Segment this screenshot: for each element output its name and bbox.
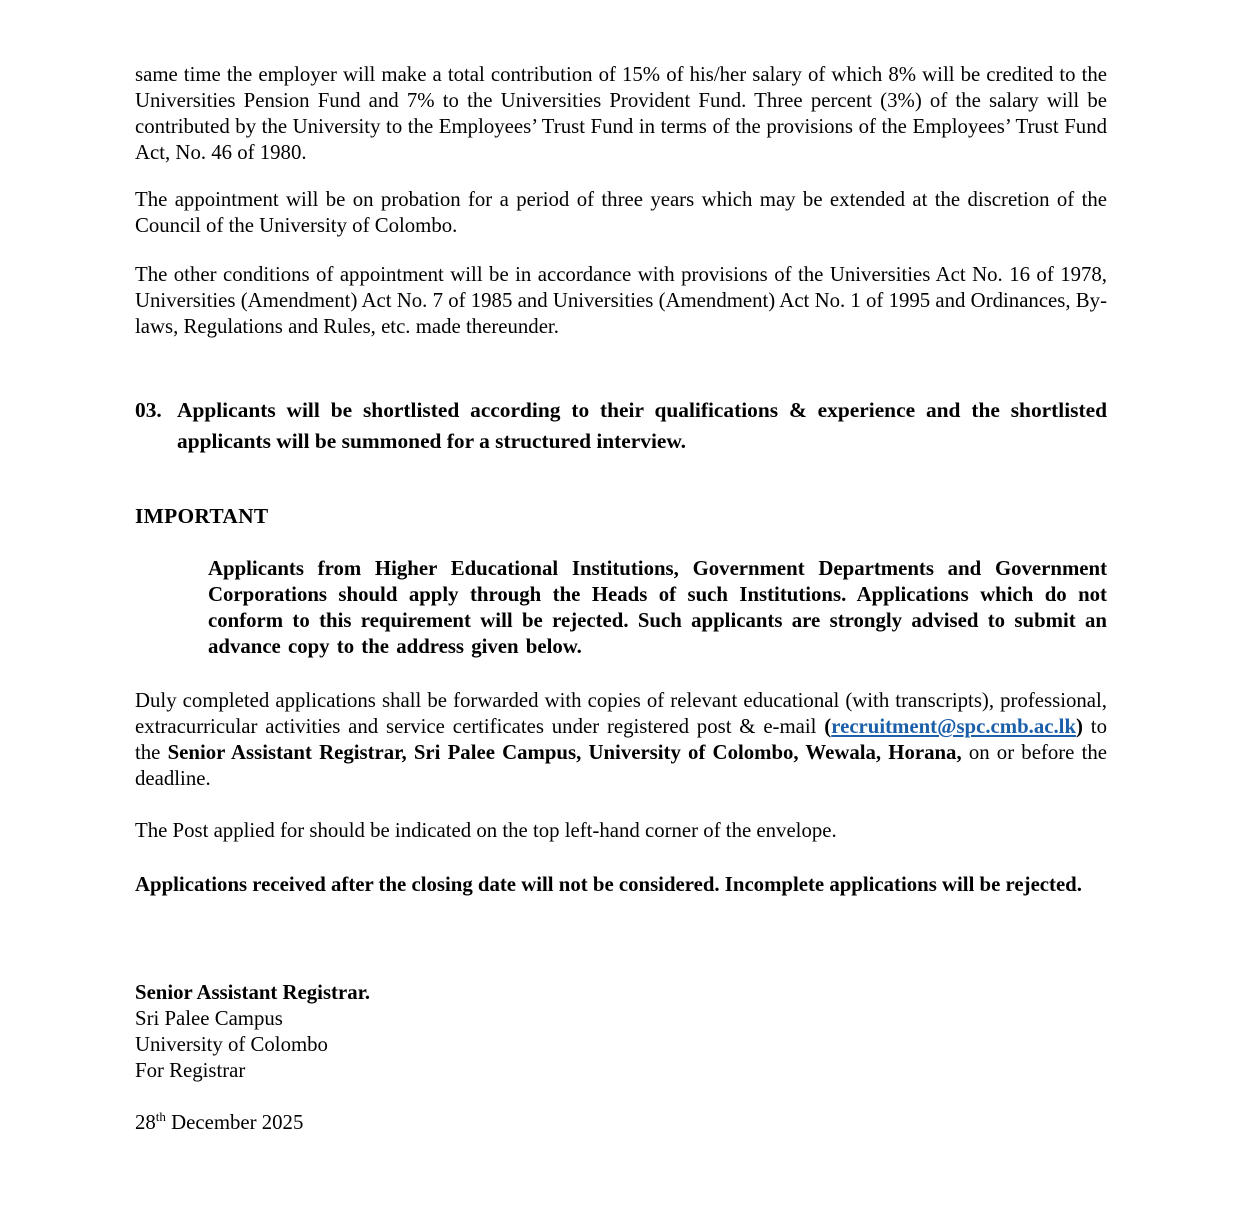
submission-text-tail: on or before the deadline.: [135, 741, 1107, 790]
paragraph-contribution: same time the employer will make a total contribution of 15% of his/her salary of which 8% will be credited to the Universities Pension Fund and 7% to the Universities Provident Fund. Three percent (3%) of the salary will be contributed by the University to the Employees’ Trust Fund in terms of the provisions of the Employees’ Trust Fund Act, No. 46 of 1980.: [135, 63, 1107, 164]
date-rest: December 2025: [165, 1111, 304, 1134]
signature-university: University of Colombo: [135, 1033, 328, 1056]
signature-block: [135, 980, 1107, 1084]
date-ordinal: th: [155, 1109, 166, 1125]
date-day: 28: [135, 1111, 156, 1134]
item-text: Applicants will be shortlisted according to their qualifications & experience and the shortlisted applicants will be summoned for a structured interview.: [177, 398, 1107, 453]
submission-text-mid: to the: [135, 715, 1107, 764]
paragraph-probation: The appointment will be on probation for a period of three years which may be extended at the discretion of the Council of the University of Colombo.: [135, 188, 1107, 237]
email-close-paren: ): [1076, 715, 1083, 738]
paragraph-envelope: The Post applied for should be indicated on the top left-hand corner of the envelope.: [135, 819, 837, 842]
paragraph-submission: [135, 688, 1107, 792]
date-line: [135, 1110, 1107, 1136]
important-heading: IMPORTANT: [135, 504, 269, 528]
paragraph-important-notice: Applicants from Higher Educational Institutions, Government Departments and Government Corporations should apply through the Heads of such Institutions. Applications which do not conform to this requirement will be rejected. Such applicants are strongly advised to submit an advance copy to the address given below.: [208, 557, 1107, 658]
signature-campus: Sri Palee Campus: [135, 1007, 283, 1030]
email-link[interactable]: recruitment@spc.cmb.ac.lk: [831, 715, 1077, 738]
numbered-item-03: [135, 395, 1107, 457]
recipient-address: Senior Assistant Registrar, Sri Palee Campus, University of Colombo, Wewala, Horana,: [167, 741, 962, 764]
paragraph-conditions: The other conditions of appointment will be in accordance with provisions of the Universities Act No. 16 of 1978, Universities (Amendment) Act No. 7 of 1985 and Universities (Amendment) Act No. 1 of 1995 and Ordinances, By-laws, Regulations and Rules, etc. made thereunder.: [135, 263, 1107, 338]
item-number: 03.: [135, 398, 162, 422]
paragraph-closing-notice: Applications received after the closing date will not be considered. Incomplete applications will be rejected.: [135, 873, 1082, 896]
signature-for-registrar: For Registrar: [135, 1059, 246, 1082]
email-open-paren: (: [824, 715, 832, 738]
signature-title: Senior Assistant Registrar.: [135, 981, 371, 1004]
submission-text-lead: Duly completed applications shall be forwarded with copies of relevant educational (with transcripts), professional, extracurricular activities and service certificates under registered post & e-mail: [135, 689, 1107, 738]
